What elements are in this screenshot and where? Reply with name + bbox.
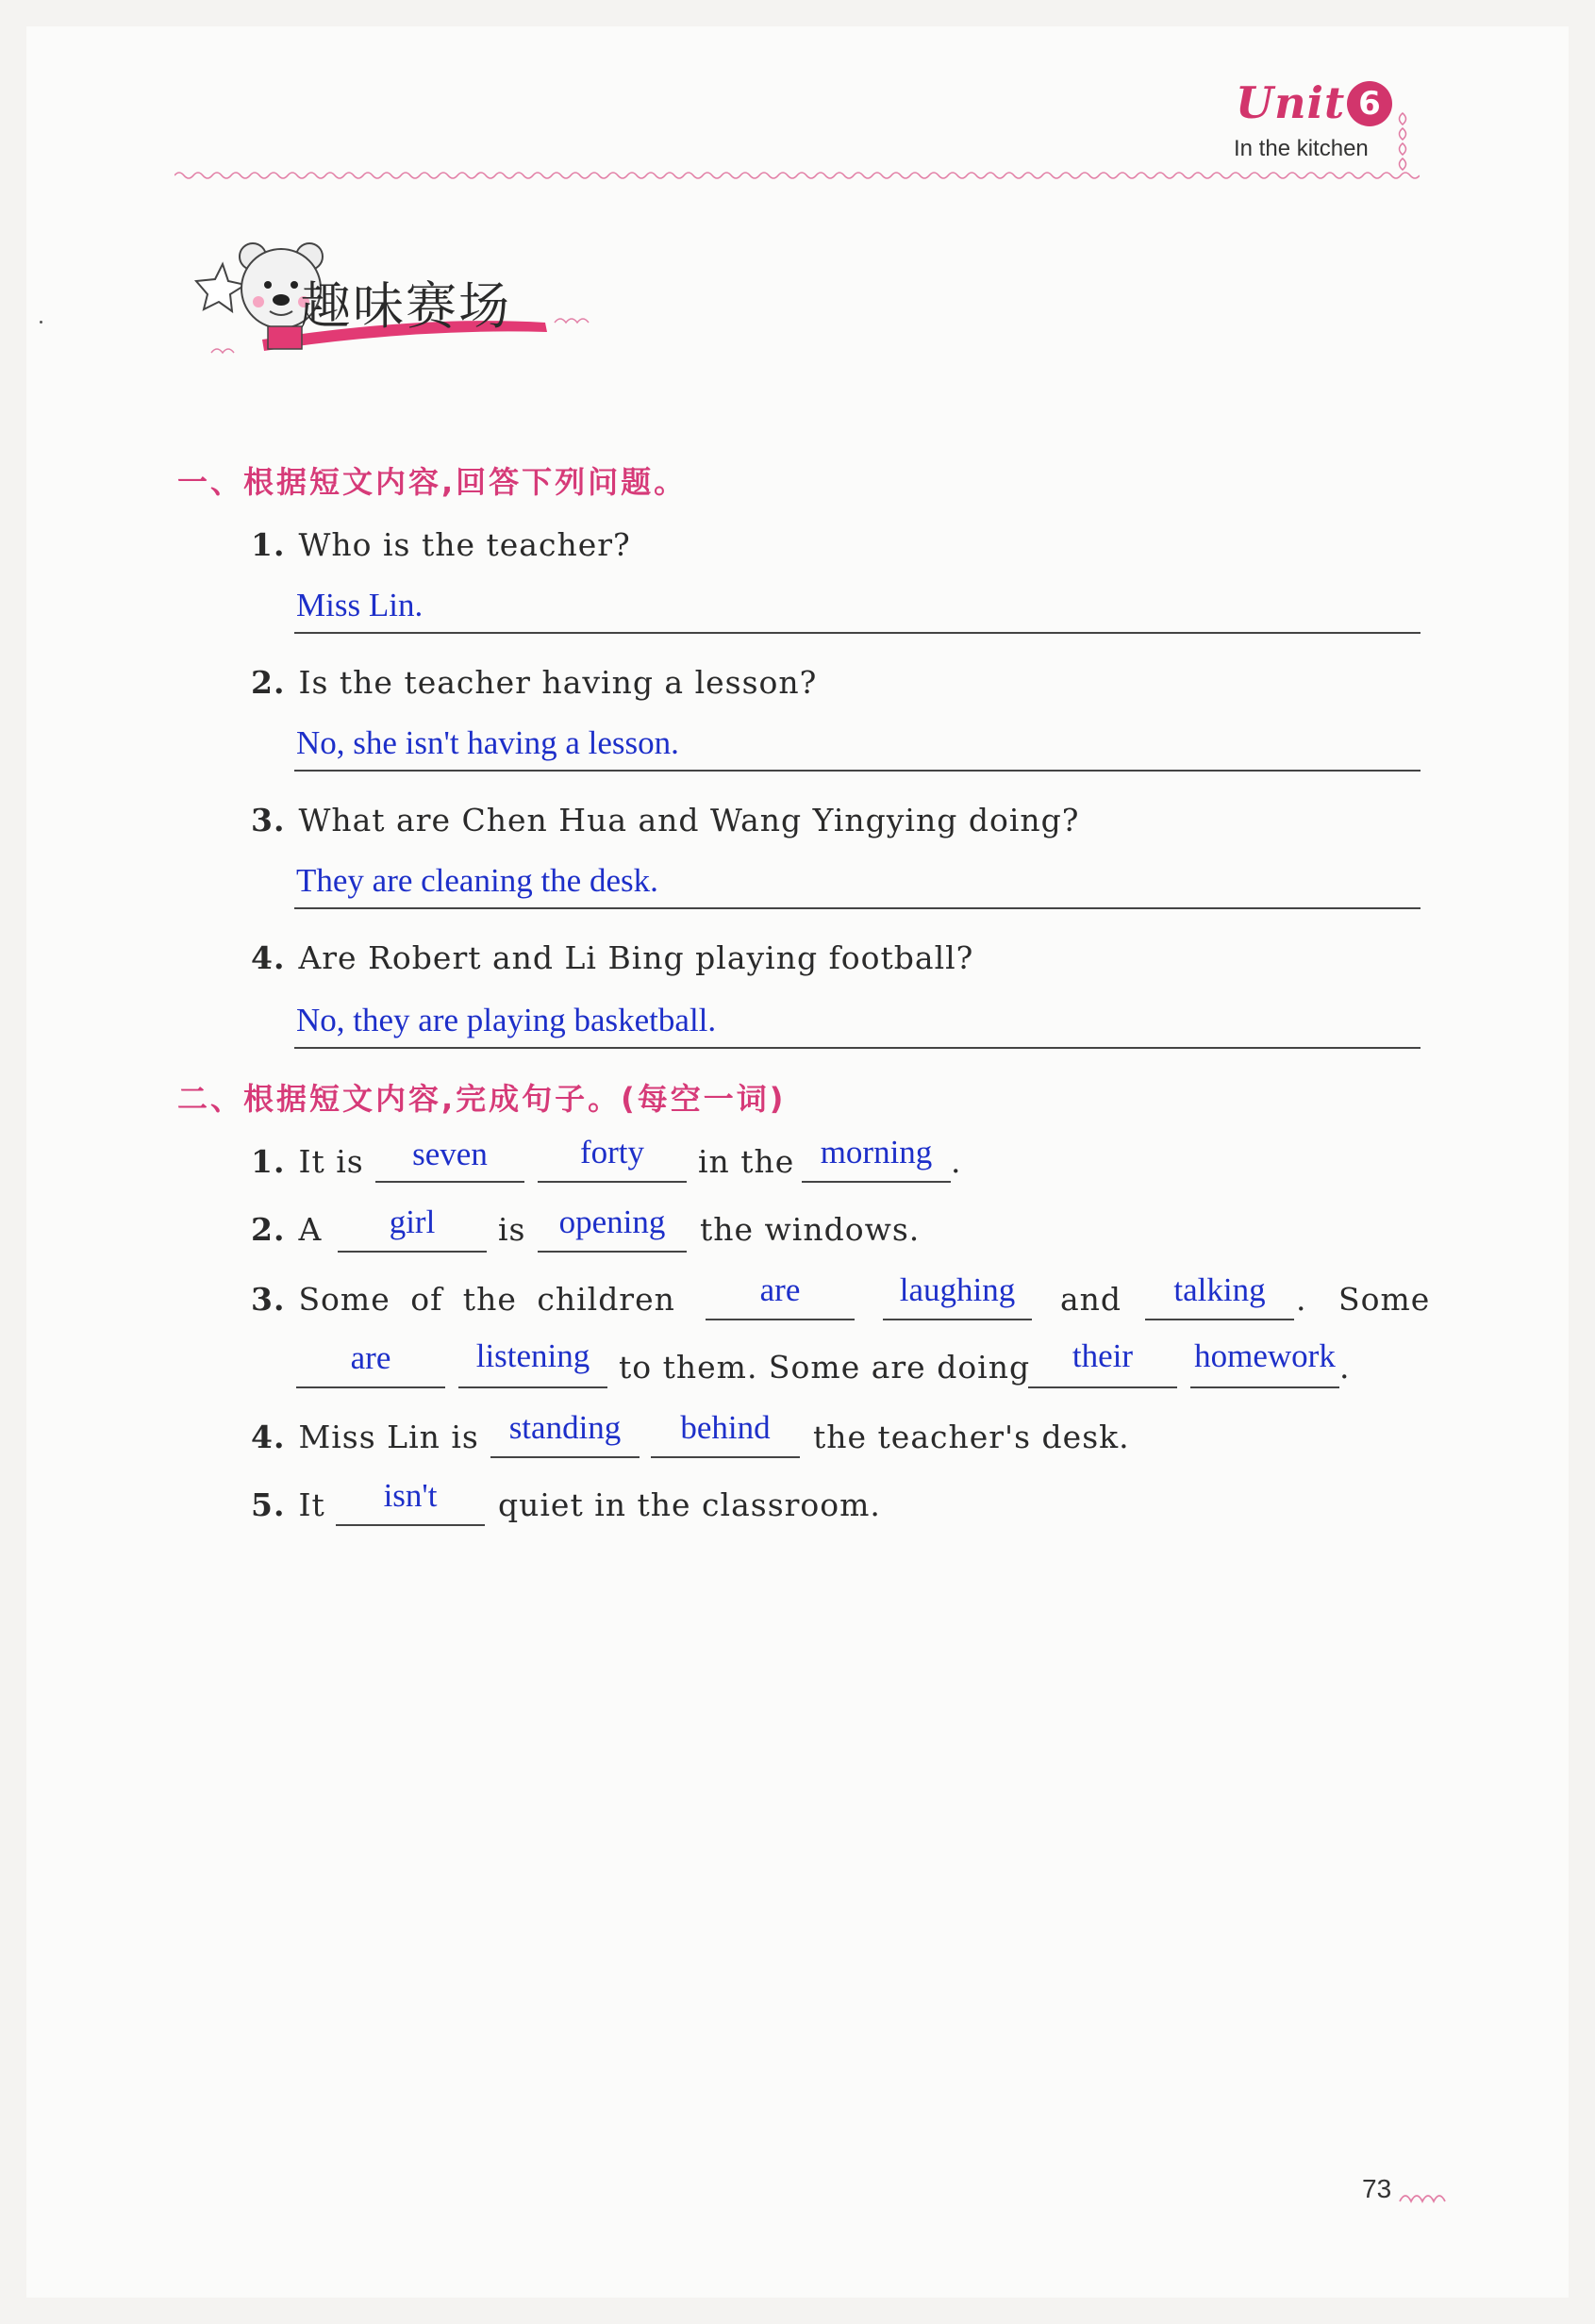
question-2 — [251, 664, 817, 701]
sentence-2-start — [251, 1211, 322, 1248]
answer-line — [294, 770, 1421, 772]
sentence-text: the windows. — [700, 1211, 921, 1248]
sentence-3-start — [251, 1281, 675, 1318]
margin-mark — [40, 321, 42, 324]
blank-line — [375, 1181, 524, 1183]
banner-title: 趣味赛场 — [300, 276, 511, 336]
blank-2-2[interactable]: opening — [558, 1204, 666, 1240]
blank-line — [490, 1456, 640, 1458]
blank-line — [538, 1181, 687, 1183]
blank-line — [1145, 1319, 1294, 1320]
question-number: 4. — [251, 939, 286, 976]
sentence-text: . — [951, 1143, 962, 1180]
section1-title: 一、根据短文内容,回答下列问题。 — [177, 464, 688, 500]
blank-line — [1190, 1386, 1339, 1388]
answer-3[interactable]: They are cleaning the desk. — [296, 862, 658, 899]
sentence-text: and — [1060, 1281, 1122, 1318]
blank-4-1[interactable]: standing — [508, 1409, 622, 1446]
sentence-text: Miss Lin is — [298, 1419, 479, 1455]
sentence-text: the teacher's desk. — [813, 1419, 1130, 1455]
blank-line — [651, 1456, 800, 1458]
blank-line — [458, 1386, 607, 1388]
blank-line — [336, 1524, 485, 1526]
answer-4[interactable]: No, they are playing basketball. — [296, 1002, 717, 1038]
blank-3-2[interactable]: laughing — [899, 1271, 1016, 1308]
blank-line — [1028, 1386, 1177, 1388]
answer-line — [294, 1047, 1421, 1049]
blank-3-3[interactable]: talking — [1173, 1271, 1266, 1308]
question-text: What are Chen Hua and Wang Yingying doing? — [298, 802, 1080, 838]
leaf-decoration-icon — [1394, 111, 1411, 172]
blank-1-3[interactable]: morning — [820, 1134, 933, 1170]
header-wave-divider — [174, 168, 1420, 183]
blank-4-2[interactable]: behind — [680, 1409, 771, 1446]
sentence-text: A — [298, 1211, 323, 1248]
sentence-number: 2. — [251, 1211, 286, 1248]
section2-title: 二、根据短文内容,完成句子。(每空一词) — [177, 1081, 787, 1117]
sentence-1-start — [251, 1143, 364, 1180]
question-number: 1. — [251, 526, 286, 563]
question-1 — [251, 526, 631, 563]
question-3 — [251, 802, 1079, 838]
unit-number-badge: 6 — [1347, 81, 1392, 126]
unit-label: Unit — [1236, 77, 1346, 128]
question-text: Is the teacher having a lesson? — [298, 664, 818, 701]
sentence-text: It — [298, 1486, 325, 1523]
blank-line — [538, 1251, 687, 1253]
sentence-text: is — [498, 1211, 526, 1248]
blank-line — [802, 1181, 951, 1183]
sentence-number: 1. — [251, 1143, 286, 1180]
blank-3-5[interactable]: listening — [475, 1337, 590, 1374]
answer-2[interactable]: No, she isn't having a lesson. — [296, 724, 679, 761]
question-number: 2. — [251, 664, 286, 701]
sentence-5-start — [251, 1486, 325, 1523]
answer-line — [294, 907, 1421, 909]
blank-3-4[interactable]: are — [350, 1339, 391, 1376]
blank-1-1[interactable]: seven — [412, 1136, 488, 1172]
blank-3-7[interactable]: homework — [1194, 1337, 1336, 1374]
blank-5-1[interactable]: isn't — [383, 1477, 438, 1514]
sentence-4-start — [251, 1419, 479, 1455]
swirl-decoration-icon — [1398, 2186, 1451, 2209]
sentence-text: Some of the children — [298, 1281, 675, 1318]
blank-line — [338, 1251, 487, 1253]
blank-line — [883, 1319, 1032, 1320]
blank-1-2[interactable]: forty — [579, 1134, 645, 1170]
sentence-text: . — [1339, 1349, 1351, 1386]
blank-3-6[interactable]: their — [1072, 1337, 1134, 1374]
sentence-text: It is — [298, 1143, 364, 1180]
question-4 — [251, 939, 973, 976]
answer-1[interactable]: Miss Lin. — [296, 587, 424, 623]
question-text: Who is the teacher? — [298, 526, 631, 563]
blank-line — [706, 1319, 855, 1320]
unit-subtitle: In the kitchen — [1234, 136, 1369, 161]
sentence-text: in the — [698, 1143, 795, 1180]
sentence-text: to them. Some are doing — [619, 1349, 1031, 1386]
blank-2-1[interactable]: girl — [389, 1204, 436, 1240]
blank-3-1[interactable]: are — [759, 1271, 801, 1308]
sentence-number: 5. — [251, 1486, 286, 1523]
sentence-number: 3. — [251, 1281, 286, 1318]
sentence-number: 4. — [251, 1419, 286, 1455]
sentence-text: quiet in the classroom. — [498, 1486, 881, 1523]
answer-line — [294, 632, 1421, 634]
question-number: 3. — [251, 802, 286, 838]
page-number: 73 — [1362, 2174, 1392, 2203]
question-text: Are Robert and Li Bing playing football? — [298, 939, 974, 976]
blank-line — [296, 1386, 445, 1388]
sentence-text: . Some — [1296, 1281, 1431, 1318]
